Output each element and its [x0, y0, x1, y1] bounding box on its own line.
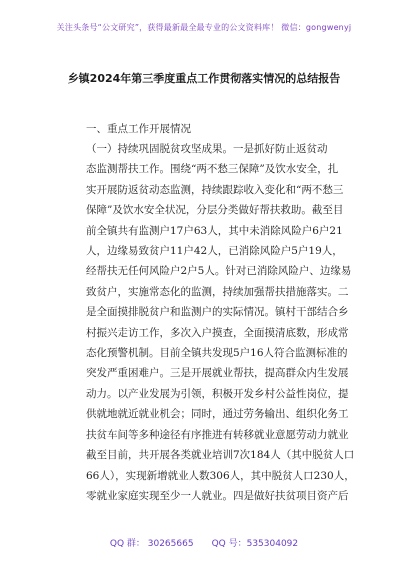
body-line: 保障”及饮水安全状况，分层分类做好帮扶救助。截至目: [86, 204, 344, 217]
body-line: 突发严重困难户。三是开展就业帮扶，提高群众内生发展: [86, 367, 349, 380]
body-line: 零就业家庭实现至少一人就业。四是做好扶贫项目资产后: [86, 489, 349, 502]
document-body: [86, 139, 362, 506]
section-heading: 一、重点工作开展情况: [86, 123, 191, 135]
body-line: 经帮扶无任何风险户2户5人。针对已消除风险户、边缘易: [86, 265, 352, 278]
body-line: 村振兴走访工作，多次入户摸查，全面摸清底数，形成常: [86, 326, 349, 339]
body-line: （一）持续巩固脱贫攻坚成果。一是抓好防止返贫动: [86, 143, 328, 155]
body-line: 致贫户，实施常态化的监测，持续加强帮扶措施落实。二: [86, 285, 349, 298]
body-line: 扶贫车间等多种途径有序推进有转移就业意愿劳动力就业: [86, 428, 349, 441]
document-title: 乡镇2024年第三季度重点工作贯彻落实情况的总结报告: [67, 72, 341, 85]
footer-contact: [0, 536, 408, 549]
body-line: 态监测帮扶工作。围绕“两不愁三保障”及饮水安全，扎: [86, 163, 339, 176]
footer-qq-number: QQ 号：535304092: [211, 539, 299, 549]
body-line: 66人），实现新增就业人数306人，其中脱贫人口230人，: [86, 469, 355, 482]
body-line: 态化预警机制。目前全镇共发现5户16人符合监测标准的: [86, 347, 348, 360]
body-line: 实开展防返贫动态监测，持续跟踪收入变化和“两不愁三: [86, 183, 344, 196]
body-line: 动力。以产业发展为引领，积极开发乡村公益性岗位，提: [86, 387, 349, 400]
footer-qq-group: QQ 群： 30265665: [109, 539, 194, 549]
body-line: 人，边缘易致贫户11户42人，已消除风险户5户19人，: [86, 245, 343, 258]
body-line: 截至目前，共开展各类就业培训7次184人（其中脱贫人口: [86, 449, 355, 462]
body-line: 前全镇共有监测户17户63人，其中未消除风险户6户21: [86, 224, 343, 237]
body-line: 是全面摸排脱贫户和监测户的实际情况。镇村干部结合乡: [86, 306, 349, 319]
body-line: 供就地就近就业机会；同时，通过劳务输出、组织化务工: [86, 408, 349, 421]
header-banner: 关注头条号“公文研究”，获得最新最全最专业的公文资料库！ 微信：gongwenyj: [56, 23, 352, 32]
